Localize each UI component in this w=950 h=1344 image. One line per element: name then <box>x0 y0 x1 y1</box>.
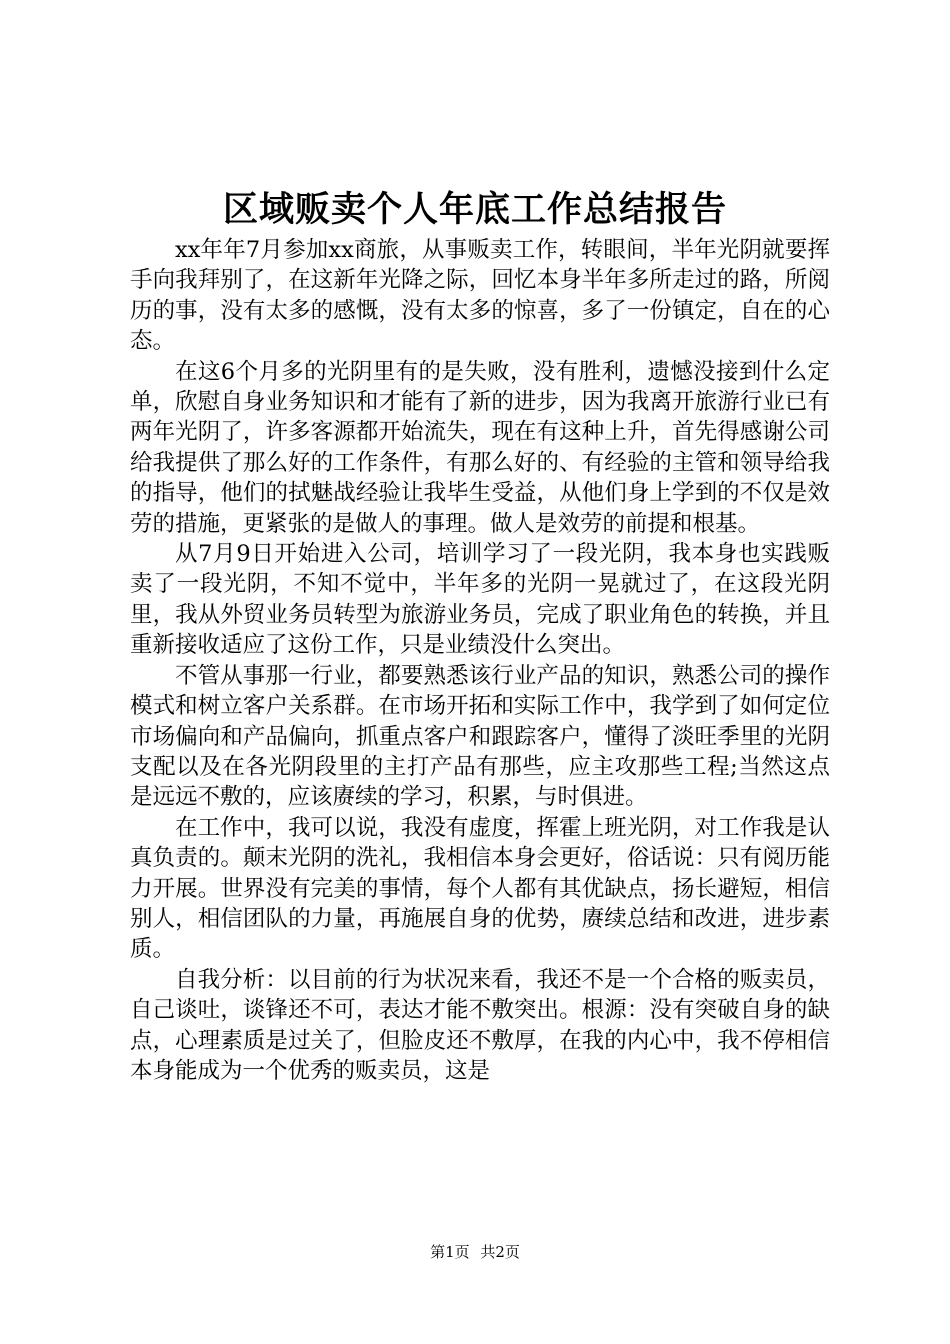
paragraph-5: 在工作中，我可以说，我没有虚度，挥霍上班光阴，对工作我是认真负责的。颠末光阴的洗礼，我相信本身会更好，俗话说：只有阅历能力开展。世界没有完美的事情，每个人都有其优缺点，扬长避短，相信别人，相信团队的力量，再施展自身的优势，赓续总结和改进，进步素质。 <box>130 814 830 963</box>
page-total: 共2页 <box>480 1243 520 1261</box>
paragraph-4: 不管从事那一行业，都要熟悉该行业产品的知识，熟悉公司的操作模式和树立客户关系群。在市场开拓和实际工作中，我学到了如何定位市场偏向和产品偏向，抓重点客户和跟踪客户，懂得了淡旺季里的光阴支配以及在各光阴段里的主打产品有那些，应主攻那些工程;当然这点是远远不敷的，应该赓续的学习，积累，与时俱进。 <box>130 662 830 811</box>
document-title: 区域贩卖个人年底工作总结报告 <box>222 189 727 230</box>
document-body <box>130 235 830 1086</box>
paragraph-6: 自我分析：以目前的行为状况来看，我还不是一个合格的贩卖员，自己谈吐，谈锋还不可，表达才能不敷突出。根源：没有突破自身的缺点，心理素质是过关了，但脸皮还不敷厚，在我的内心中，我不停相信本身能成为一个优秀的贩卖员，这是 <box>130 966 830 1084</box>
paragraph-1: xx年年7月参加xx商旅，从事贩卖工作，转眼间，半年光阴就要挥手向我拜别了，在这新年光降之际，回忆本身半年多所走过的路，所阅历的事，没有太多的感慨，没有太多的惊喜，多了一份镇定，自在的心态。 <box>130 237 830 355</box>
paragraph-2: 在这6个月多的光阴里有的是失败，没有胜利，遗憾没接到什么定单，欣慰自身业务知识和才能有了新的进步，因为我离开旅游行业已有两年光阴了，许多客源都开始流失，现在有这种上升，首先得感谢公司给我提供了那么好的工作条件，有那么好的、有经验的主管和领导给我的指导，他们的拭魅战经验让我毕生受益，从他们身上学到的不仅是效劳的措施，更紧张的是做人的事理。做人是效劳的前提和根基。 <box>130 358 830 537</box>
paragraph-3: 从7月9日开始进入公司，培训学习了一段光阴，我本身也实践贩卖了一段光阴，不知不觉中，半年多的光阴一晃就过了，在这段光阴里，我从外贸业务员转型为旅游业务员，完成了职业角色的转换，并且重新接收适应了这份工作，只是业绩没什么突出。 <box>130 541 830 659</box>
page-footer <box>0 1242 950 1262</box>
page-number: 第1页 <box>430 1243 470 1261</box>
